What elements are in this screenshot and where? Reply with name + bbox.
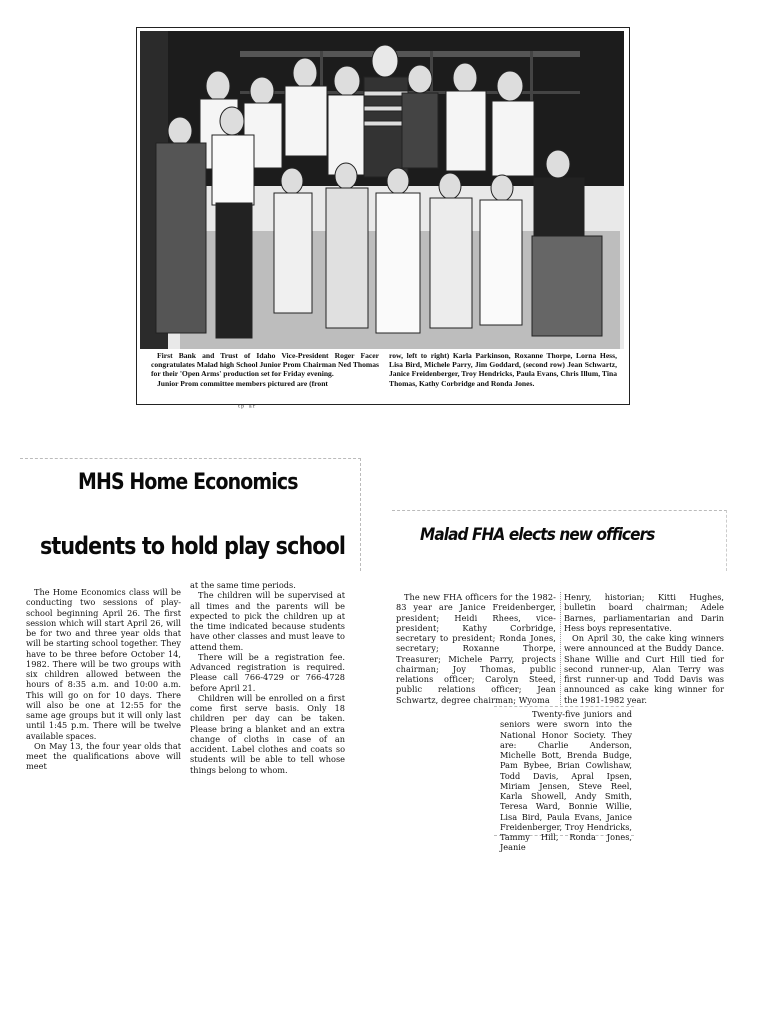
article-paragraph: Twenty-five juniors and seniors were sworn into the National Honor Society. They are: Charlie Anderson, Michelle Bott, Brenda Budge, Pam Bybee, Brian Cowlishaw, Todd Davis, Apral Ipsen, Miriam Jensen, Steve Reel, Karla Showell, Andy Smith, Teresa Ward, Bonnie Willie, Lisa Bird, Paula Evans, Janice Freidenberger, Troy Hendricks, Tammy Hill, Ronda Jones, Jeanie xyxy=(500,709,632,853)
home-ec-headline-line2: students to hold play school xyxy=(40,532,346,560)
article-paragraph: The children will be supervised at all times and the parents will be expected to pick the children up at the time indicated because students have other classes and must leave to attend them. xyxy=(190,590,345,652)
photo-caption xyxy=(151,351,617,401)
caption-right-column xyxy=(389,351,617,401)
article-paragraph: The Home Economics class will be conducting two sessions of play-school beginning April 26. The first session which will start April 26, will be for two and three year olds that will be starting school together. They have to be three before October 14, 1982. There will be two groups with six children allowed between the hours of 8:35 a.m. and 10:00 a.m. This will go on for 10 days. There will also be one at 12:55 for the same age groups but it will only last until 1:45 p.m. There will be twelve available spaces. xyxy=(26,587,181,741)
caption-paragraph: row, left to right) Karla Parkinson, Roxanne Thorpe, Lorna Hess, Lisa Bird, Michele Parry, Jim Goddard, (second row) Jean Schwartz, Janice Freidenberger, Troy Hendricks, Paula Evans, Chris Illum, Tina Thomas, Kathy Corbridge and Ronda Jones. xyxy=(389,351,617,388)
article-paragraph: Children will be enrolled on a first come first serve basis. Only 18 children per day can be taken. Please bring a blanket and an extra change of cloths in case of an accident. Label clothes and coats so students will be able to tell whose things belong to whom. xyxy=(190,692,345,775)
fha-column-1 xyxy=(396,592,556,705)
fha-headline: Malad FHA elects new officers xyxy=(420,525,655,545)
article-paragraph: at the same time periods. xyxy=(190,580,296,590)
caption-left-column xyxy=(151,351,379,401)
caption-paragraph: First Bank and Trust of Idaho Vice-President Roger Facer congratulates Malad high School Junior Prom Chairman Ned Thomas for their 'Open Arms' production set for Friday evening. xyxy=(151,351,379,379)
honor-society-column xyxy=(500,709,632,853)
group-photo-image xyxy=(140,31,624,349)
scan-mark: ᵗᵖ ᵃʳ xyxy=(238,403,257,412)
article-paragraph: On May 13, the four year olds that meet the qualifications above will meet xyxy=(26,740,181,772)
article-paragraph: On April 30, the cake king winners were announced at the Buddy Dance. Shane Willie and Curt Hill tied for second runner-up, Alan Terry was first runner-up and Todd Davis was announced as cake king winner for the 1981-1982 year. xyxy=(564,633,724,705)
caption-paragraph: Junior Prom committee members pictured are (front xyxy=(157,378,328,388)
home-ec-column-2 xyxy=(190,580,345,775)
home-ec-column-1 xyxy=(26,587,181,772)
article-paragraph: Henry, historian; Kitti Hughes, bulletin board chairman; Adele Barnes, parliamentarian and Darin Hess boys representative. xyxy=(564,592,724,633)
home-ec-headline-line1: MHS Home Economics xyxy=(78,470,298,495)
article-paragraph: There will be a registration fee. Advanced registration is required. Please call 766-4729 or 766-4728 before April 21. xyxy=(190,651,345,693)
group-photo xyxy=(140,31,624,349)
fha-column-2 xyxy=(560,592,724,705)
photo-clipping xyxy=(136,27,630,405)
article-paragraph: The new FHA officers for the 1982-83 year are Janice Freidenberger, president; Heidi Rhees, vice-president; Kathy Corbridge, secretary to president; Ronda Jones, secretary; Roxanne Thorpe, Treasurer; Michele Parry, projects chairman; Joy Thomas, public relations officer; Carolyn Steed, public relations officer; Jean Schwartz, degree chairman; Wyoma xyxy=(396,592,556,705)
